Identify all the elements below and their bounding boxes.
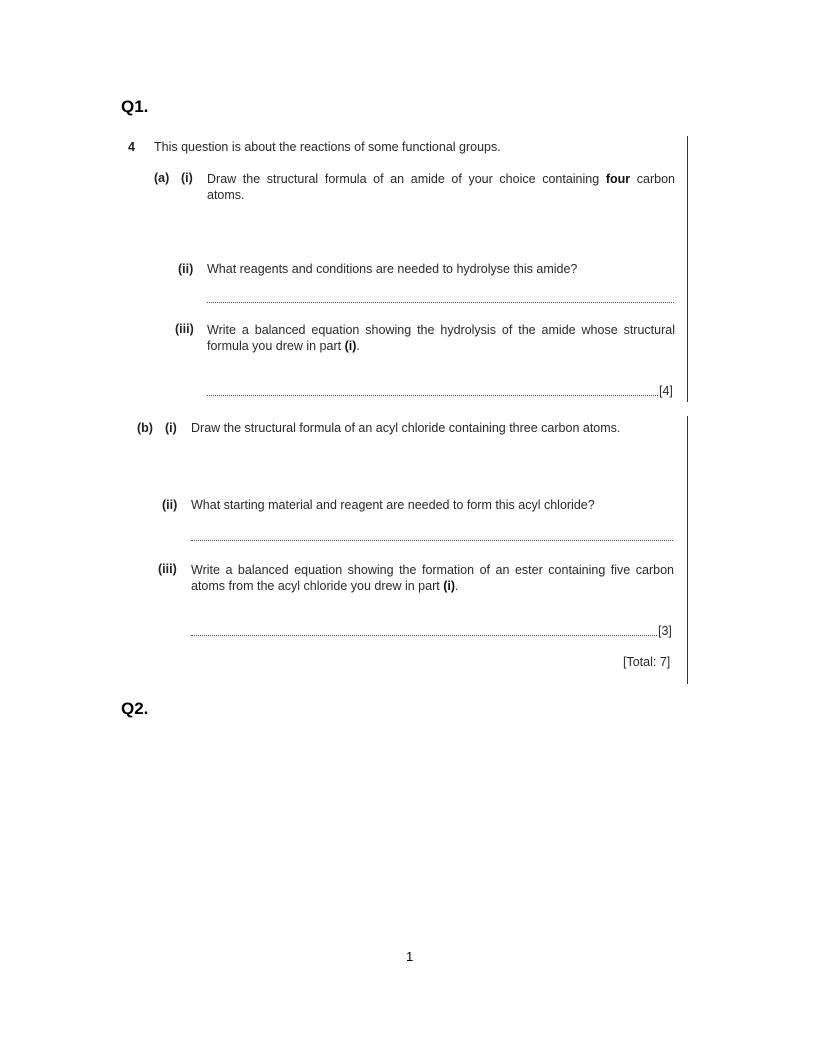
margin-line-b: [687, 416, 688, 684]
part-b-ii-text: What starting material and reagent are needed to form this acyl chloride?: [191, 498, 595, 512]
part-b-iii-label: (iii): [158, 562, 177, 576]
part-b-i-label: (i): [165, 421, 177, 435]
part-a-ii-answer-line[interactable]: [207, 302, 674, 303]
part-a-i-emphasis: four: [605, 172, 631, 186]
part-a-iii-ref: (i): [344, 339, 357, 353]
part-a-ii-label: (ii): [178, 262, 194, 276]
question-intro: This question is about the reactions of some functional groups.: [154, 140, 501, 154]
q1-heading: Q1.: [121, 97, 149, 116]
part-a-iii-text: [207, 322, 675, 354]
part-b-iii-ref: (i): [443, 579, 456, 593]
part-a-iii-text-before: Write a balanced equation showing the hydrolysis of the amide whose structural formula you drew in part: [207, 323, 675, 353]
part-a-i-text-after: carbon atoms.: [207, 172, 675, 202]
part-a-i-text-before: Draw the structural formula of an amide of your choice containing: [207, 172, 606, 186]
question-number: 4: [128, 140, 135, 154]
part-b-iii-answer-line[interactable]: [191, 635, 657, 636]
part-b-iii-text: [191, 562, 674, 594]
part-a-iii-label: (iii): [175, 322, 194, 336]
part-a-ii-text: What reagents and conditions are needed to hydrolyse this amide?: [207, 262, 578, 276]
page-number: 1: [406, 949, 414, 964]
part-a-iii-text-after: .: [356, 339, 360, 353]
part-b-ii-answer-line[interactable]: [191, 540, 673, 541]
part-a-i-text: [207, 171, 675, 203]
part-b-ii-label: (ii): [162, 498, 178, 512]
part-b-label: (b): [137, 421, 153, 435]
part-a-marks: [4]: [659, 384, 673, 398]
part-b-iii-text-after: .: [455, 579, 459, 593]
part-b-i-text: Draw the structural formula of an acyl chloride containing three carbon atoms.: [191, 421, 621, 435]
q2-heading: Q2.: [121, 699, 149, 718]
part-a-iii-answer-line[interactable]: [207, 395, 658, 396]
part-a-i-label: (i): [181, 171, 193, 185]
part-a-label: (a): [154, 171, 170, 185]
margin-line-a: [687, 136, 688, 402]
part-b-iii-text-before: Write a balanced equation showing the formation of an ester containing five carbon atoms from the acyl chloride you drew in part: [191, 563, 674, 593]
part-b-marks: [3]: [658, 624, 672, 638]
total-marks: [Total: 7]: [623, 655, 671, 669]
